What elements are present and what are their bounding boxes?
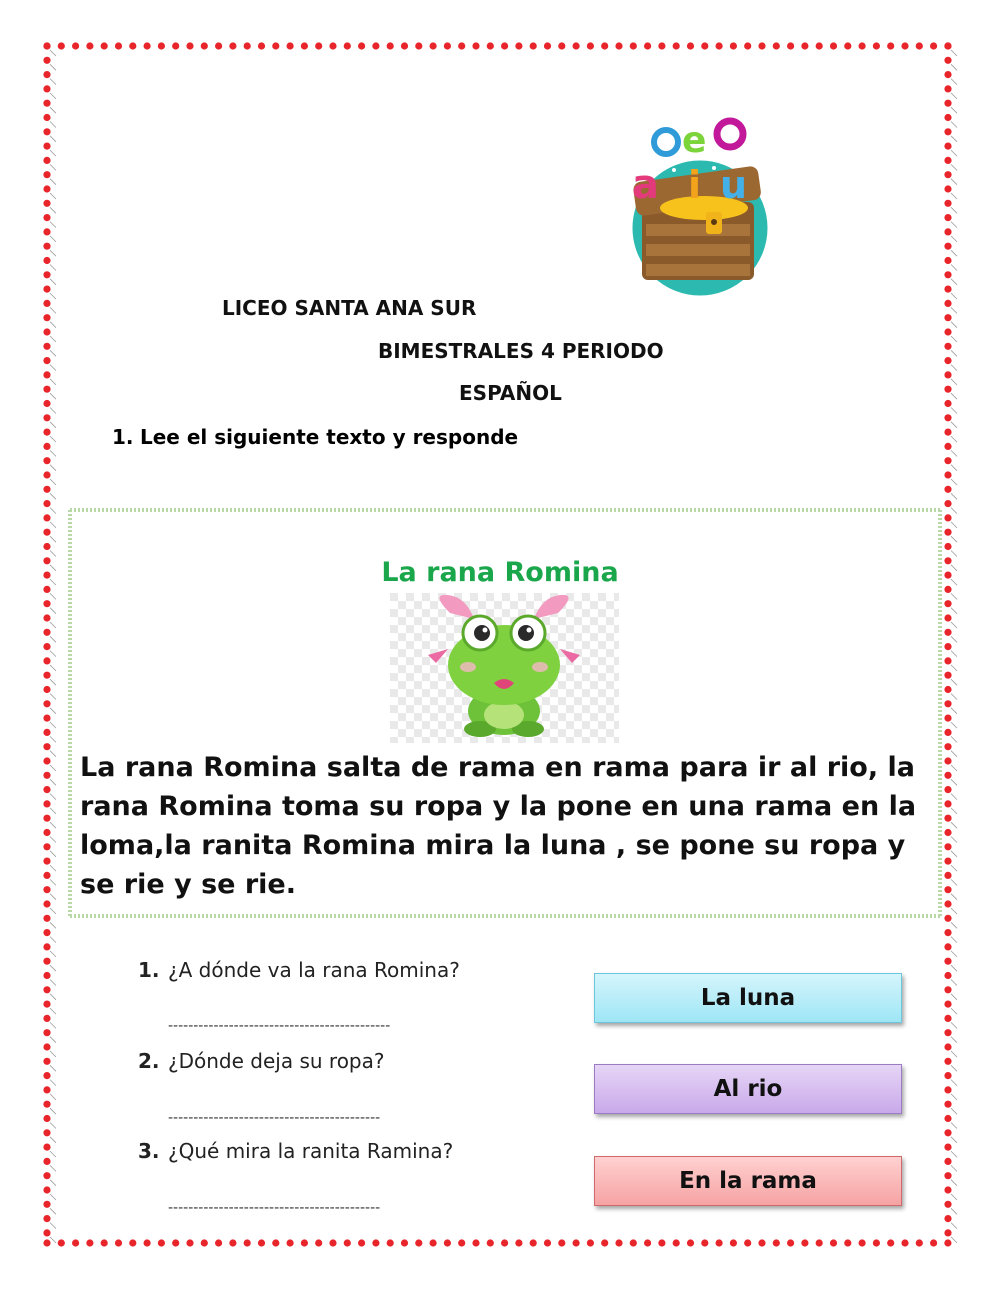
question-number: 2. — [138, 1049, 160, 1073]
answer-option-en-la-rama[interactable]: En la rama — [594, 1156, 902, 1206]
question-3 — [138, 1139, 453, 1163]
svg-text:a: a — [632, 162, 659, 208]
answer-line-3[interactable]: ------------------------------------------ — [168, 1200, 381, 1216]
question-text: ¿A dónde va la rana Romina? — [168, 958, 460, 982]
story-text: La rana Romina salta de rama en rama para ir al rio, la rana Romina toma su ropa y la pone en una rama en la loma,la ranita Romina mira la luna , se pone su ropa y se rie y se rie. — [80, 752, 917, 900]
subject-title: ESPAÑOL — [459, 381, 562, 405]
question-2 — [138, 1049, 385, 1073]
school-name: LICEO SANTA ANA SUR — [222, 296, 477, 320]
answer-option-al-rio[interactable]: Al rio — [594, 1064, 902, 1114]
question-text: ¿Dónde deja su ropa? — [168, 1049, 385, 1073]
instruction-text: Lee el siguiente texto y responde — [140, 425, 519, 449]
instruction-number: 1. — [112, 425, 134, 449]
instruction — [112, 425, 518, 449]
svg-text:e: e — [682, 120, 707, 161]
question-1 — [138, 958, 460, 982]
question-number: 1. — [138, 958, 160, 982]
story-title: La rana Romina — [381, 557, 619, 588]
vowels-chest-logo — [612, 112, 782, 302]
answer-option-la-luna[interactable]: La luna — [594, 973, 902, 1023]
answer-line-1[interactable]: -------------------------------------------- — [168, 1018, 391, 1034]
exam-period: BIMESTRALES 4 PERIODO — [378, 339, 664, 363]
svg-text:i: i — [688, 163, 702, 207]
answer-line-2[interactable]: ------------------------------------------ — [168, 1110, 381, 1126]
svg-text:u: u — [720, 163, 748, 207]
question-text: ¿Qué mira la ranita Ramina? — [168, 1139, 454, 1163]
frog-illustration — [390, 593, 619, 743]
question-number: 3. — [138, 1139, 160, 1163]
